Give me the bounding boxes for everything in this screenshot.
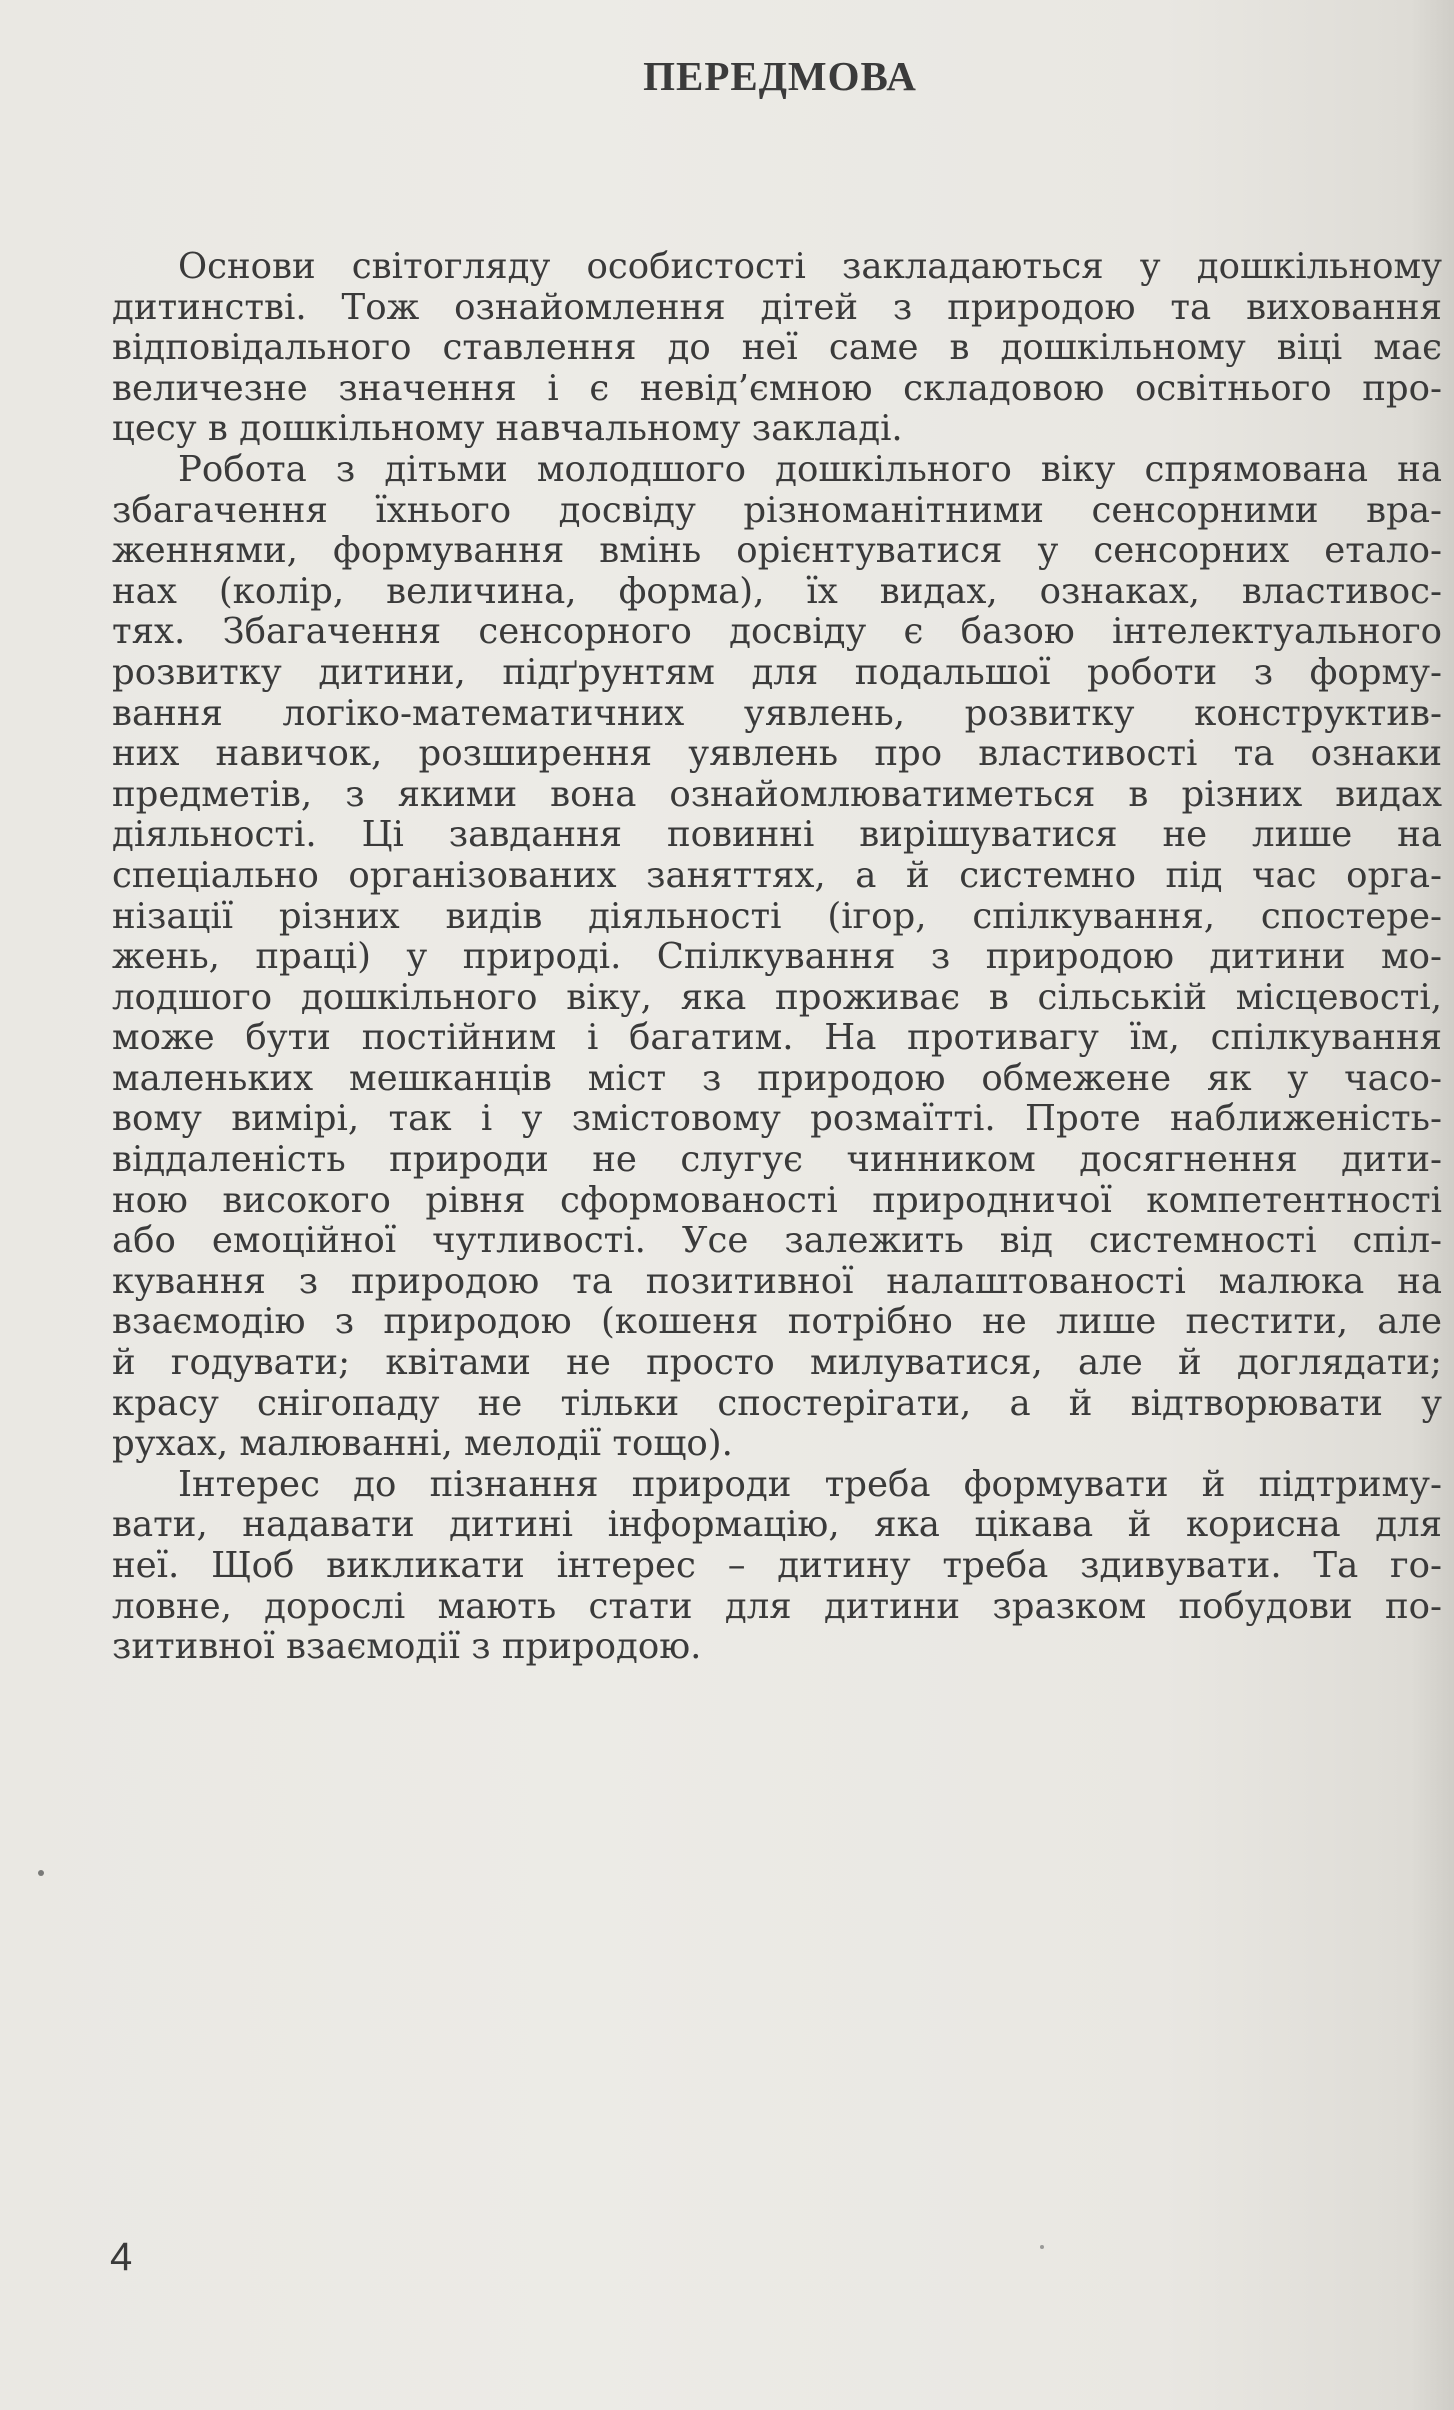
page-title: ПЕРЕДМОВА — [643, 53, 917, 99]
text-line: збагачення їхнього досвіду різноманітними сенсорними вра- — [112, 489, 1442, 531]
text-line: цесу в дошкільному навчальному закладі. — [112, 408, 903, 450]
text-line: величезне значення і є невід’ємною складовою освітнього про- — [112, 367, 1442, 409]
body-text — [112, 247, 1442, 1668]
text-line: тях. Збагачення сенсорного досвіду є базою інтелектуального — [112, 611, 1442, 653]
text-line: й годувати; квітами не просто милуватися, але й доглядати; — [112, 1342, 1442, 1384]
text-line: розвитку дитини, підґрунтям для подальшої роботи з форму- — [112, 651, 1442, 693]
paper-speck — [1040, 2245, 1044, 2249]
text-line: дитинстві. Тож ознайомлення дітей з природою та виховання — [112, 286, 1442, 328]
text-line: неї. Щоб викликати інтерес – дитину треба здивувати. Та го- — [112, 1545, 1442, 1586]
text-line: вати, надавати дитині інформацію, яка цікава й корисна для — [112, 1504, 1442, 1546]
text-line: рухах, малюванні, мелодії тощо). — [112, 1423, 733, 1465]
text-line: взаємодію з природою (кошеня потрібно не лише пестити, але — [112, 1301, 1442, 1343]
text-line: діяльності. Ці завдання повинні вирішуватися не лише на — [112, 814, 1442, 856]
text-line: відповідального ставлення до неї саме в дошкільному віці має — [112, 327, 1442, 369]
text-line: Робота з дітьми молодшого дошкільного віку спрямована на — [178, 448, 1442, 490]
text-line: них навичок, розширення уявлень про властивості та ознаки — [112, 733, 1442, 775]
page-number: 4 — [110, 2235, 133, 2279]
text-line: Основи світогляду особистості закладаються у дошкільному — [178, 246, 1442, 287]
text-line: нізації різних видів діяльності (ігор, спілкування, спостере- — [112, 895, 1442, 937]
text-line: лодшого дошкільного віку, яка проживає в сільській місцевості, — [112, 976, 1442, 1018]
text-line: предметів, з якими вона ознайомлюватиметься в різних видах — [112, 773, 1442, 815]
text-line: маленьких мешканців міст з природою обмежене як у часо- — [112, 1057, 1442, 1099]
text-line: вання логіко-математичних уявлень, розвитку конструктив- — [112, 692, 1442, 734]
text-line: красу снігопаду не тільки спостерігати, а й відтворювати у — [112, 1382, 1442, 1424]
text-line: Інтерес до пізнання природи треба формувати й підтриму- — [178, 1463, 1442, 1505]
text-line: жень, праці) у природі. Спілкування з природою дитини мо- — [112, 936, 1442, 978]
text-line: женнями, формування вмінь орієнтуватися у сенсорних етало- — [112, 530, 1442, 572]
paragraph — [112, 1465, 1442, 1668]
text-line: спеціально організованих заняттях, а й системно під час орга- — [112, 854, 1442, 896]
paper-speck — [38, 1870, 44, 1876]
text-line: вому вимірі, так і у змістовому розмаїтті. Проте наближеність- — [112, 1098, 1442, 1140]
paragraph — [112, 450, 1442, 1465]
text-line: зитивної взаємодії з природою. — [112, 1626, 702, 1668]
text-line: кування з природою та позитивної налаштованості малюка на — [112, 1260, 1442, 1302]
text-line: віддаленість природи не слугує чинником досягнення дити- — [112, 1139, 1442, 1181]
text-line: або емоційної чутливості. Усе залежить від системності спіл- — [112, 1220, 1442, 1262]
text-line: може бути постійним і багатим. На противагу їм, спілкування — [112, 1017, 1442, 1059]
text-line: ловне, дорослі мають стати для дитини зразком побудови по- — [112, 1585, 1442, 1627]
paragraph — [112, 247, 1442, 450]
text-line: нах (колір, величина, форма), їх видах, ознаках, властивос- — [112, 570, 1442, 612]
text-line: ною високого рівня сформованості природничої компетентності — [112, 1179, 1442, 1221]
